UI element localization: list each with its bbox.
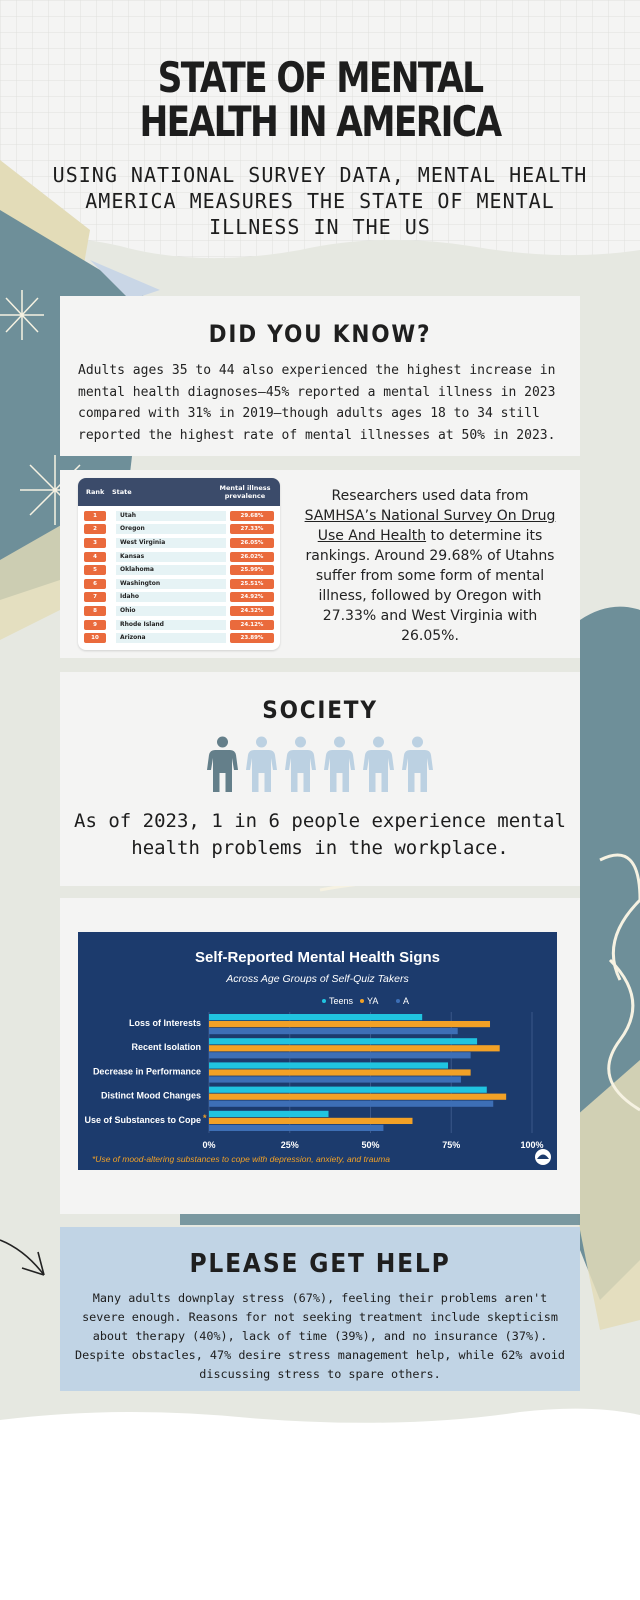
category-label: Decrease in Performance	[92, 1066, 201, 1077]
x-tick-label: 50%	[361, 1140, 380, 1150]
state-name: Arizona	[116, 633, 226, 643]
rank-number: 2	[84, 524, 106, 534]
table-row	[78, 577, 280, 591]
rank-number: 9	[84, 620, 106, 630]
legend-label: A	[403, 996, 410, 1006]
rankings-description	[298, 486, 562, 646]
person-icon	[285, 736, 316, 794]
category-label: Use of Substances to Cope	[84, 1114, 201, 1125]
page-header	[0, 53, 640, 240]
table-row	[78, 618, 280, 632]
person-icon	[402, 736, 433, 794]
bar-a	[209, 1101, 493, 1107]
chart-card	[60, 898, 580, 1214]
bar-ya	[209, 1094, 506, 1100]
legend-swatch	[396, 999, 400, 1003]
legend-label: YA	[367, 996, 379, 1006]
state-name: Ohio	[116, 606, 226, 616]
state-rankings-card	[60, 470, 580, 658]
legend-swatch	[322, 999, 326, 1003]
chart-subtitle: Across Age Groups of Self-Quiz Takers	[226, 973, 409, 985]
rankings-table	[78, 478, 280, 650]
bar-ya	[209, 1069, 471, 1075]
prevalence-column-header: Mental illness prevalence	[219, 484, 271, 500]
prevalence-value: 25.99%	[230, 565, 274, 575]
person-icon	[207, 736, 238, 794]
society-title: SOCIETY	[262, 696, 378, 724]
x-tick-label: 75%	[442, 1140, 461, 1150]
prevalence-value: 26.05%	[230, 538, 274, 548]
bar-ya	[209, 1021, 490, 1027]
category-label: Loss of Interests	[128, 1018, 201, 1028]
page-subtitle: USING NATIONAL SURVEY DATA, MENTAL HEALTH AMERICA MEASURES THE STATE OF MENTAL ILLNESS IN THE US	[52, 163, 588, 239]
rank-number: 6	[84, 579, 106, 589]
rank-number: 1	[84, 511, 106, 521]
prevalence-value: 24.92%	[230, 592, 274, 602]
prevalence-value: 25.51%	[230, 579, 274, 589]
table-row	[78, 536, 280, 550]
state-name: Utah	[116, 511, 226, 521]
category-label: Distinct Mood Changes	[100, 1090, 201, 1101]
state-column-header: State	[112, 488, 132, 496]
get-help-title: PLEASE GET HELP	[189, 1249, 451, 1279]
bar-a	[209, 1125, 383, 1131]
bar-a	[209, 1076, 461, 1082]
table-row	[78, 631, 280, 645]
table-row	[78, 509, 280, 523]
rank-number: 8	[84, 606, 106, 616]
get-help-body: Many adults downplay stress (67%), feeling their problems aren't severe enough. Reasons for not seeking treatment include skepticism about therapy (40%), lack of time (39%), and no insurance (37%). Despite obstacles, 47% desire stress management help, while 62% avoid discussing stress to spare others.	[74, 1291, 566, 1381]
prevalence-value: 23.89%	[230, 633, 274, 643]
prevalence-value: 29.68%	[230, 511, 274, 521]
state-name: Washington	[116, 579, 226, 589]
rank-number: 10	[84, 633, 106, 643]
state-name: Kansas	[116, 552, 226, 562]
did-you-know-title: DID YOU KNOW?	[208, 320, 432, 348]
chart-footnote: *Use of mood-altering substances to cope with depression, anxiety, and trauma	[92, 1154, 390, 1164]
prevalence-value: 24.32%	[230, 606, 274, 616]
people-pictogram	[60, 736, 580, 794]
rank-number: 5	[84, 565, 106, 575]
table-row	[78, 591, 280, 605]
person-icon	[363, 736, 394, 794]
rank-number: 7	[84, 592, 106, 602]
table-row	[78, 523, 280, 537]
bar-teens	[209, 1062, 448, 1068]
society-card	[60, 672, 580, 886]
bar-ya	[209, 1118, 412, 1124]
rank-number: 3	[84, 538, 106, 548]
chart-container	[78, 932, 557, 1170]
bar-a	[209, 1052, 471, 1058]
bar-teens	[209, 1087, 487, 1093]
state-name: Oklahoma	[116, 565, 226, 575]
bar-teens	[209, 1111, 329, 1117]
mental-health-signs-chart	[78, 932, 557, 1170]
rank-column-header: Rank	[86, 488, 105, 496]
state-name: Oregon	[116, 524, 226, 534]
state-name: West Virginia	[116, 538, 226, 548]
state-name: Rhode Island	[116, 620, 226, 630]
legend-swatch	[360, 999, 364, 1003]
rankings-table-body	[78, 506, 280, 645]
table-row	[78, 550, 280, 564]
person-icon	[324, 736, 355, 794]
prevalence-value: 26.02%	[230, 552, 274, 562]
bar-ya	[209, 1045, 500, 1051]
prevalence-value: 27.33%	[230, 524, 274, 534]
bar-teens	[209, 1038, 477, 1044]
x-tick-label: 25%	[280, 1140, 299, 1150]
page-title: STATE OF MENTAL HEALTH IN AMERICA	[139, 53, 501, 146]
x-tick-label: 100%	[520, 1140, 544, 1150]
state-name: Idaho	[116, 592, 226, 602]
x-tick-label: 0%	[202, 1140, 216, 1150]
rankings-table-header	[78, 478, 280, 506]
bar-a	[209, 1028, 458, 1034]
legend-label: Teens	[329, 996, 354, 1006]
did-you-know-card	[60, 296, 580, 456]
category-label: Recent Isolation	[131, 1042, 201, 1053]
category-footnote-marker: *	[203, 1112, 207, 1123]
prevalence-value: 24.12%	[230, 620, 274, 630]
rankings-text-intro: Researchers used data from	[331, 488, 529, 504]
get-help-card	[60, 1227, 580, 1391]
society-statistic: As of 2023, 1 in 6 people experience mental health problems in the workplace.	[74, 810, 566, 859]
table-row	[78, 563, 280, 577]
person-icon	[246, 736, 277, 794]
rank-number: 4	[84, 552, 106, 562]
chart-title: Self-Reported Mental Health Signs	[194, 949, 441, 966]
table-row	[78, 604, 280, 618]
did-you-know-body: Adults ages 35 to 44 also experienced the highest increase in mental health diagnoses—45% reported a mental illness in 2023 compared with 31% in 2019—though adults ages 18 to 34 still reported the highest rate of mental illnesses at 50% in 2023.	[78, 363, 556, 443]
rankings-text-detail: to determine its rankings. Around 29.68% of Utahns suffer from some form of mental illness, followed by Oregon with 27.33% and West Virginia with 26.05%.	[305, 528, 555, 644]
samhsa-survey-link[interactable]: SAMHSA’s National Survey On Drug Use And Health	[304, 508, 556, 544]
bar-teens	[209, 1014, 422, 1020]
